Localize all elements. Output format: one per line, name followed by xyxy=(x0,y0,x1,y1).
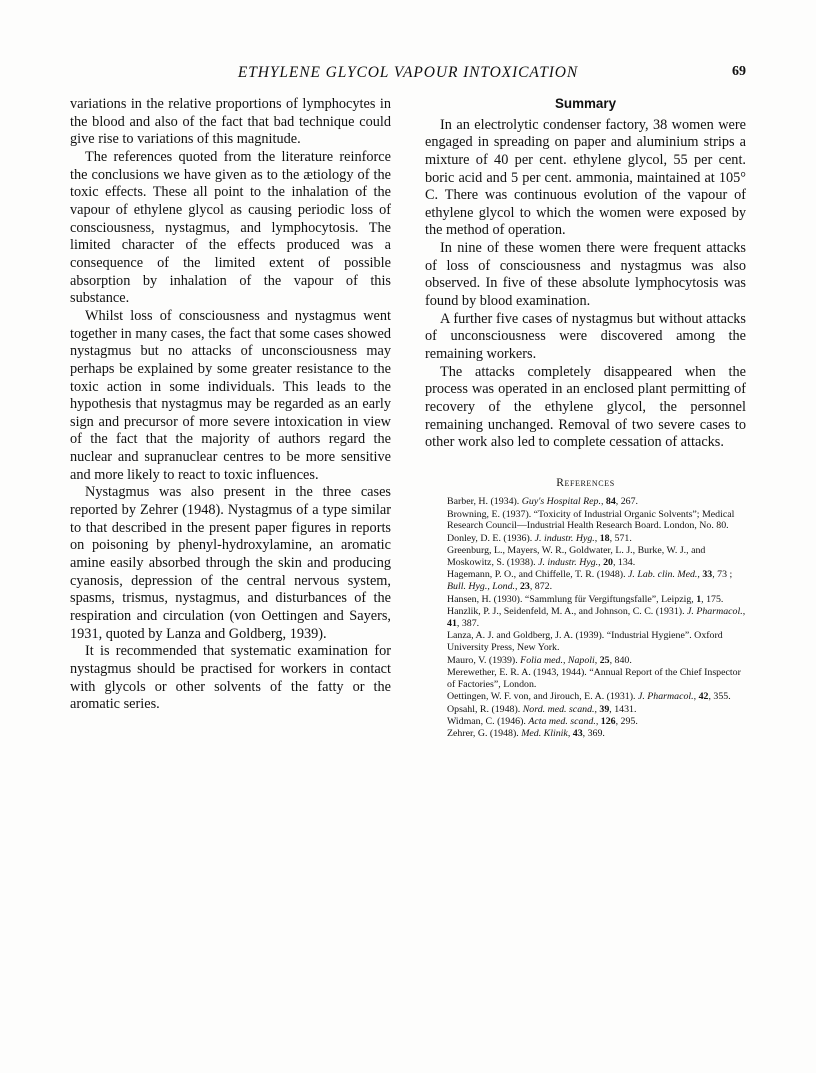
reference-item: Zehrer, G. (1948). Med. Klinik, 43, 369. xyxy=(447,728,605,740)
reference-item: Mauro, V. (1939). Folia med., Napoli, 25, 840. xyxy=(447,654,632,666)
reference-item: Hagemann, P. O., and Chiffelle, T. R. (1948). J. Lab. clin. Med., 33, 73 ; Bull. Hyg., Lond., 23, 872. xyxy=(447,569,733,593)
reference-item: Greenburg, L., Mayers, W. R., Goldwater, L. J., Burke, W. J., and Moskowitz, S. (1938). J. industr. Hyg., 20, 134. xyxy=(447,545,706,569)
reference-item: Barber, H. (1934). Guy's Hospital Rep., 84, 267. xyxy=(447,496,638,508)
page-number: 69 xyxy=(732,64,746,79)
references-list xyxy=(425,496,746,740)
reference-item: Hanzlik, P. J., Seidenfeld, M. A., and Johnson, C. C. (1931). J. Pharmacol., 41, 387. xyxy=(447,606,746,629)
page-header xyxy=(70,64,746,82)
body-columns xyxy=(70,96,746,741)
paragraph: It is recommended that systematic examination for nystagmus should be practised for workers in contact with glycols or other solvents of the fatty or the aromatic series. xyxy=(70,643,391,713)
paragraph: Nystagmus was also present in the three cases reported by Zehrer (1948). Nystagmus of a type similar to that described in the present paper figures in reports on poisoning by phenyl-hydroxylamine, an aromatic amine easily absorbed through the skin and producing cyanosis, depression of the central nervous system, spasms, trismus, nystagmus, and disturbances of the respiration and circulation (von Oettingen and Sayers, 1931, quoted by Lanza and Goldberg, 1939). xyxy=(70,484,391,642)
reference-item: Lanza, A. J. and Goldberg, J. A. (1939). “Industrial Hygiene”. Oxford University Press, New York. xyxy=(447,630,723,654)
paragraph: In nine of these women there were frequent attacks of loss of consciousness and nystagmus was also observed. In five of these absolute lymphocytosis was found by blood examination. xyxy=(425,240,746,310)
left-column xyxy=(70,96,391,741)
reference-item: Merewether, E. R. A. (1943, 1944). “Annual Report of the Chief Inspector of Factories”, London. xyxy=(447,666,741,690)
reference-item: Donley, D. E. (1936). J. industr. Hyg., 18, 571. xyxy=(447,532,632,544)
paragraph: Whilst loss of consciousness and nystagmus went together in many cases, the fact that some cases showed nystagmus but no attacks of unconsciousness may perhaps be explained by some greater resistance to the toxic action in some individuals. This leads to the hypothesis that nystagmus may be regarded as an early sign and precursor of more severe intoxication in view of the fact that the majority of authors regard the nuclear and supranuclear centres to be more sensitive and more likely to react to toxic influences. xyxy=(70,307,391,483)
references-heading: References xyxy=(556,477,615,490)
reference-item: Oettingen, W. F. von, and Jirouch, E. A. (1931). J. Pharmacol., 42, 355. xyxy=(447,691,731,703)
reference-item: Hansen, H. (1930). “Sammlung für Vergiftungsfalle”, Leipzig, 1, 175. xyxy=(447,593,724,605)
paragraph: A further five cases of nystagmus but without attacks of unconsciousness were discovered among the remaining workers. xyxy=(425,310,746,363)
paragraph: The attacks completely disappeared when the process was operated in an enclosed plant permitting of recovery of the ethylene glycol, the personnel remaining unchanged. Removal of two severe cases to other work also led to complete cessation of attacks. xyxy=(425,363,746,451)
summary-heading: Summary xyxy=(554,96,617,111)
paragraph: variations in the relative proportions of lymphocytes in the blood and also of the fact that bad technique could give rise to variations of this magnitude. xyxy=(70,96,391,148)
reference-item: Opsahl, R. (1948). Nord. med. scand., 39, 1431. xyxy=(447,703,637,715)
paragraph: In an electrolytic condenser factory, 38 women were engaged in spreading on paper and aluminium strips a mixture of 40 per cent. ethylene glycol, 55 per cent. boric acid and 5 per cent. ammonia, maintained at 105° C. There was continuous evolution of the vapour of ethylene glycol to which the women were exposed by the method of operation. xyxy=(425,116,746,239)
right-column xyxy=(425,96,746,741)
reference-item: Widman, C. (1946). Acta med. scand., 126, 295. xyxy=(447,715,638,727)
paragraph: The references quoted from the literature reinforce the conclusions we have given as to the ætiology of the toxic effects. These all point to the inhalation of the vapour of ethylene glycol as causing periodic loss of consciousness, nystagmus, and lymphocytosis. The limited character of the effects produced was a consequence of the limited extent of possible absorption by inhalation of the vapour of this substance. xyxy=(70,148,391,307)
running-title: ETHYLENE GLYCOL VAPOUR INTOXICATION xyxy=(237,64,579,81)
reference-item: Browning, E. (1937). “Toxicity of Industrial Organic Solvents”; Medical Research Council—Industrial Health Research Board. London, No. 80. xyxy=(447,508,735,532)
